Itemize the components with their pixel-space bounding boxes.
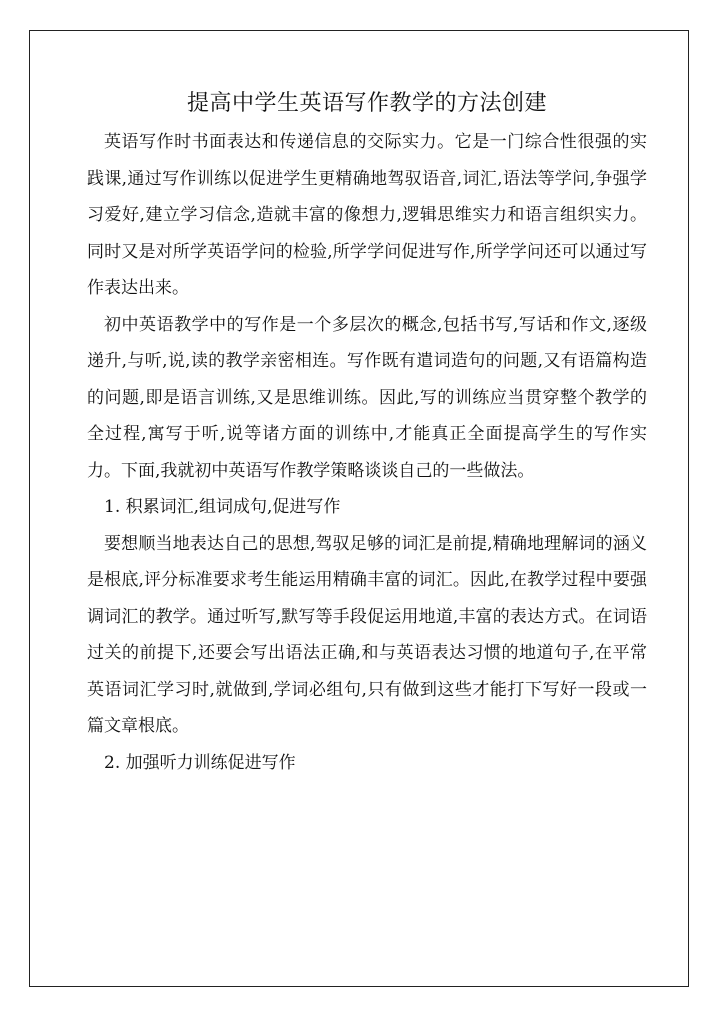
document-body xyxy=(87,88,647,781)
intro-paragraph-1: 英语写作时书面表达和传递信息的交际实力。它是一门综合性很强的实践课,通过写作训练以促进学生更精确地驾驭语音,词汇,语法等学问,争强学习爱好,建立学习信念,造就丰富的像想力,逻辑思维实力和语言组织实力。同时又是对所学英语学问的检验,所学学问促进写作,所学学问还可以通过写作表达出来。 xyxy=(87,132,647,298)
section-heading-2: 2. 加强听力训练促进写作 xyxy=(104,752,296,773)
document-title: 提高中学生英语写作教学的方法创建 xyxy=(186,91,547,116)
section-1-paragraph: 要想顺当地表达自己的思想,驾驭足够的词汇是前提,精确地理解词的涵义是根底,评分标准要求考生能运用精确丰富的词汇。因此,在教学过程中要强调词汇的教学。通过听写,默写等手段促运用地道,丰富的表达方式。在词语过关的前提下,还要会写出语法正确,和与英语表达习惯的地道句子,在平常英语词汇学习时,就做到,学词必组句,只有做到这些才能打下写好一段或一篇文章根底。 xyxy=(87,533,647,736)
intro-paragraph-2: 初中英语教学中的写作是一个多层次的概念,包括书写,写话和作文,逐级递升,与听,说,读的教学亲密相连。写作既有遣词造句的问题,又有语篇构造的问题,即是语言训练,又是思维训练。因此,写的训练应当贯穿整个教学的全过程,寓写于听,说等诸方面的训练中,才能真正全面提高学生的写作实力。下面,我就初中英语写作教学策略谈谈自己的一些做法。 xyxy=(87,314,647,481)
section-heading-1: 1. 积累词汇,组词成句,促进写作 xyxy=(104,497,341,517)
